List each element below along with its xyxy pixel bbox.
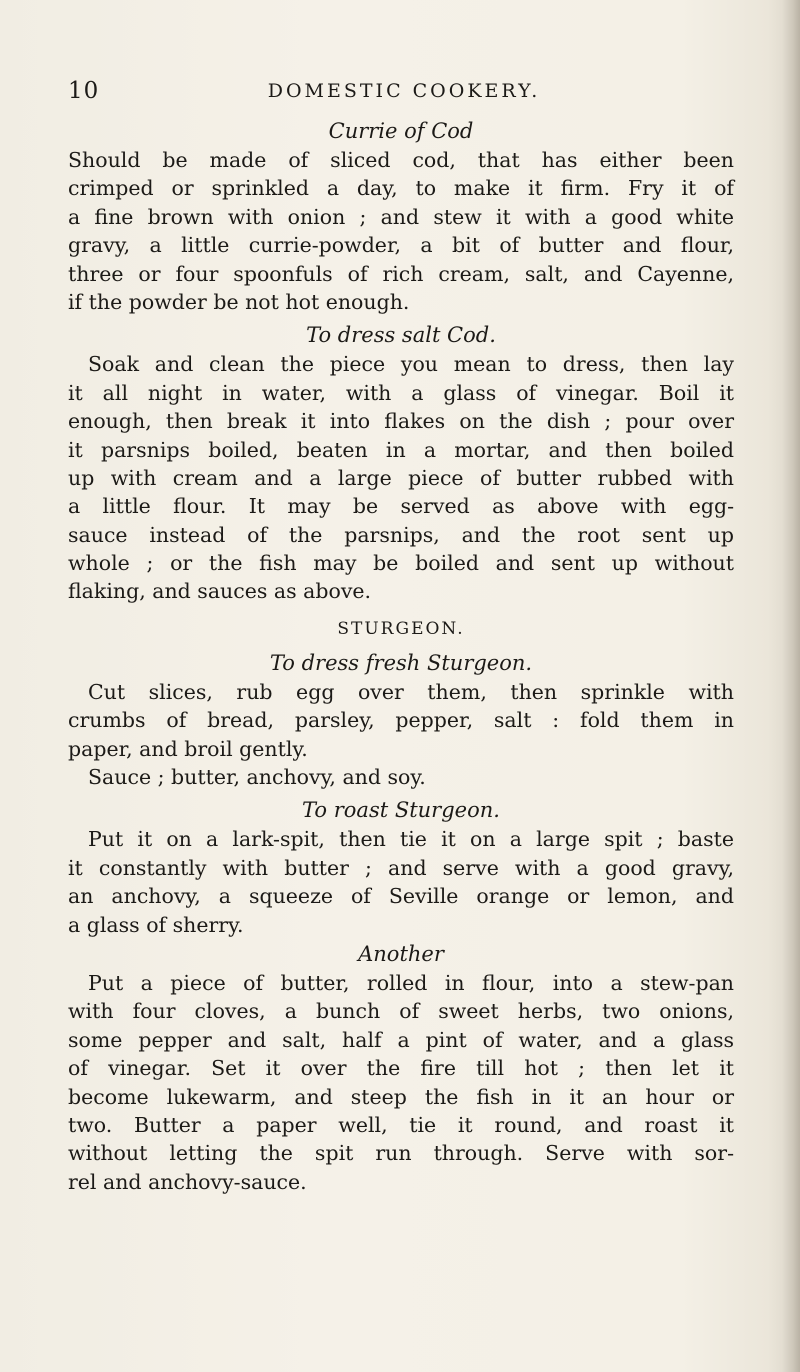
text-line: sauce instead of the parsnips, and the root sent up	[68, 522, 734, 547]
text-line: Should be made of sliced cod, that has either been	[68, 148, 734, 172]
text-line: up with cream and a large piece of butter rubbed with	[68, 465, 734, 490]
page-edge-shadow	[782, 0, 800, 1372]
text-line: three or four spoonfuls of rich cream, salt, and Cayenne,	[68, 261, 734, 286]
sauce-line: Sauce ; butter, anchovy, and soy.	[88, 765, 426, 790]
text-line: a glass of sherry.	[68, 912, 244, 937]
text-line: it all night in water, with a glass of vinegar. Boil it	[68, 380, 734, 405]
text-line: if the powder be not hot enough.	[68, 289, 410, 314]
text-line: crumbs of bread, parsley, pepper, salt : fold them in	[68, 708, 734, 733]
recipe-body-currie-of-cod	[68, 146, 734, 316]
recipe-heading-fresh-sturgeon: To dress fresh Sturgeon.	[269, 650, 533, 675]
text-line: flaking, and sauces as above.	[68, 579, 372, 604]
recipe-heading-another: Another	[358, 941, 444, 966]
text-line: Soak and clean the piece you mean to dress, then lay	[88, 352, 734, 377]
page-number: 10	[68, 78, 100, 104]
text-line: gravy, a little currie-powder, a bit of butter and flour,	[68, 233, 734, 258]
text-line: of vinegar. Set it over the fire till hot ; then let it	[68, 1056, 734, 1081]
text-line: it constantly with butter ; and serve with a good gravy,	[68, 855, 734, 880]
text-line: a little flour. It may be served as above with egg-	[68, 494, 734, 519]
page-header	[68, 78, 740, 108]
text-line: become lukewarm, and steep the fish in it an hour or	[68, 1084, 734, 1109]
text-line: without letting the spit run through. Serve with sor-	[68, 1141, 734, 1166]
recipe-heading-salt-cod: To dress salt Cod.	[306, 323, 496, 348]
text-line: Cut slices, rub egg over them, then sprinkle with	[88, 679, 734, 704]
running-title: DOMESTIC COOKERY.	[267, 80, 541, 102]
text-line: whole ; or the fish may be boiled and sent up without	[68, 551, 734, 576]
text-line: it parsnips boiled, beaten in a mortar, and then boiled	[68, 437, 734, 462]
text-line: Put it on a lark-spit, then tie it on a large spit ; baste	[88, 827, 734, 852]
text-line: Put a piece of butter, rolled in flour, into a stew-pan	[88, 970, 734, 995]
recipe-heading-roast-sturgeon: To roast Sturgeon.	[302, 798, 500, 823]
text-line: a fine brown with onion ; and stew it with a good white	[68, 204, 734, 229]
recipe-body-fresh-sturgeon	[68, 678, 734, 792]
text-line: with four cloves, a bunch of sweet herbs, two onions,	[68, 999, 734, 1024]
text-line: crimped or sprinkled a day, to make it firm. Fry it of	[68, 176, 734, 201]
section-title-sturgeon: STURGEON.	[337, 618, 465, 639]
text-line: paper, and broil gently.	[68, 736, 308, 761]
text-line: enough, then break it into flakes on the dish ; pour over	[68, 409, 734, 434]
recipe-body-another	[68, 969, 734, 1196]
page-content	[68, 116, 734, 1196]
recipe-heading-currie-of-cod: Currie of Cod	[328, 119, 474, 143]
text-line: rel and anchovy-sauce.	[68, 1169, 307, 1194]
recipe-body-salt-cod	[68, 350, 734, 606]
recipe-body-roast-sturgeon	[68, 825, 734, 939]
text-line: an anchovy, a squeeze of Seville orange or lemon, and	[68, 884, 734, 909]
text-line: some pepper and salt, half a pint of water, and a glass	[68, 1027, 734, 1052]
text-line: two. Butter a paper well, tie it round, and roast it	[68, 1112, 734, 1137]
